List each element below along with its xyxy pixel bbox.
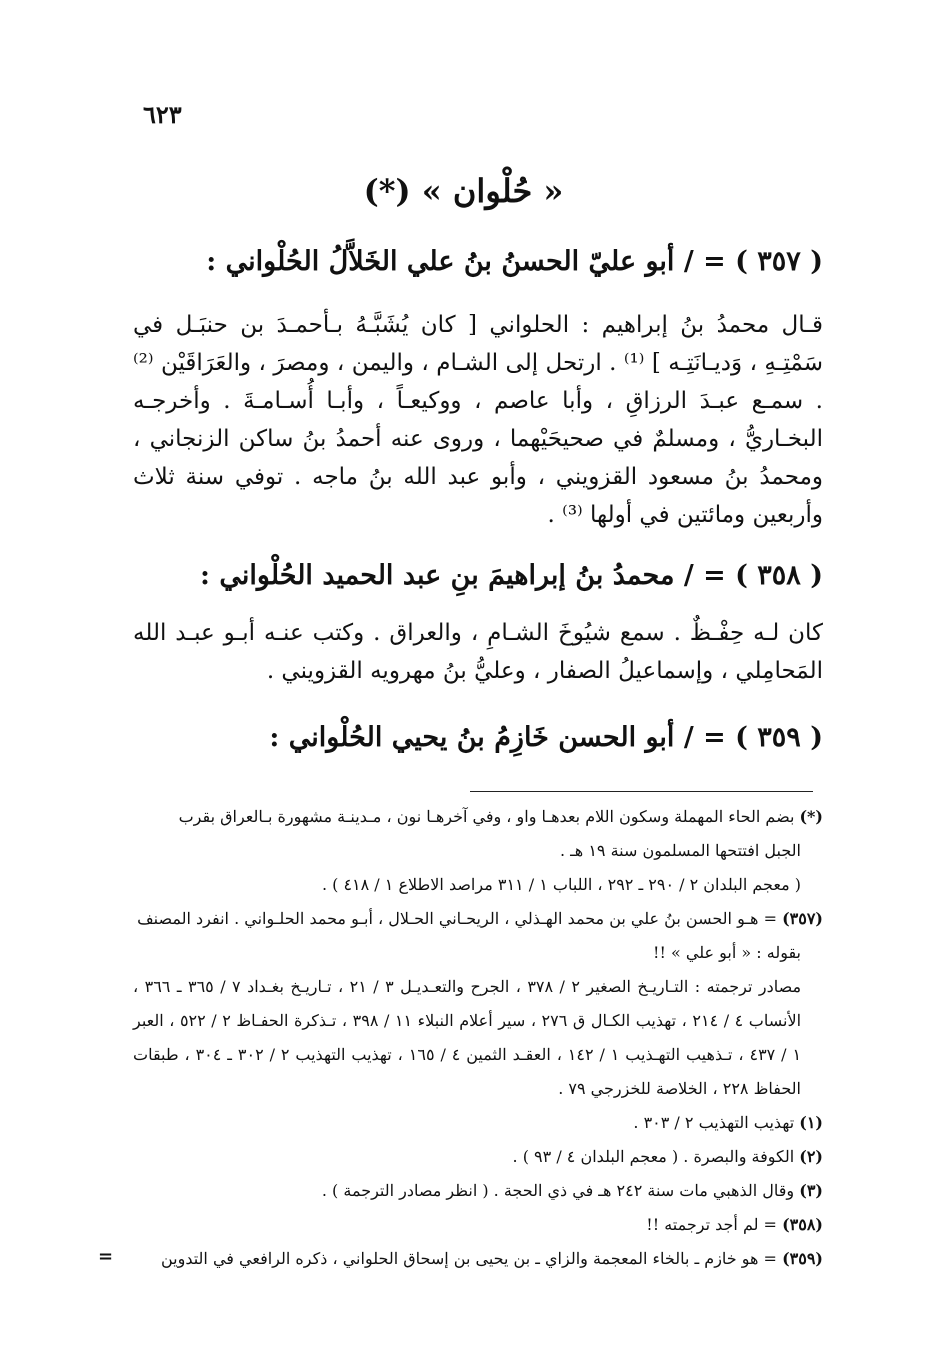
entry-heading-358: ( ٣٥٨ ) = / محمدُ بنُ إبراهيمَ بنِ عبد الحميد الحُلْواني : <box>200 560 823 591</box>
entry-heading-359: ( ٣٥٩ ) = / أبو الحسن خَازِمُ بنُ يحيي الحُلْواني : <box>269 722 823 753</box>
entry-body-358 <box>133 614 823 690</box>
footnote-label: (٣٥٧) <box>782 909 823 928</box>
footnote-359 <box>133 1242 823 1276</box>
footnote-text: بضم الحاء المهملة وسكون اللام بعدهـا واو ، وفي آخرهـا نون ، مـدينـة مشهورة بـالعراق بقرب <box>178 807 795 826</box>
footnote-text: = لم أجد ترجمته !! <box>646 1215 777 1234</box>
footnote-text: = هـو الحسن بنُ علي بن محمد الهـذلي ، الريحـاني الحـلال ، أبـو محمد الحلـواني . انفرد المصنف <box>137 909 777 928</box>
footnote-357 <box>133 902 823 1106</box>
footnote-label: (*) <box>799 807 823 826</box>
footnote-label: (١) <box>799 1113 823 1132</box>
continuation-marker: = <box>98 1246 114 1267</box>
footnote-sources: ( معجم البلدان ٢ / ٢٩٠ ـ ٢٩٢ ، اللباب ١ / ٣١١ مراصد الاطلاع ١ / ٤١٨ ) . <box>321 875 801 894</box>
footnote-3 <box>133 1174 823 1208</box>
footnote-2 <box>133 1140 823 1174</box>
footnote-label: (٣) <box>799 1181 823 1200</box>
entry-body-357 <box>133 306 823 534</box>
footnote-continuation: بقوله : « أبو علي » !! <box>653 943 801 962</box>
page-number: ٦٢٣ <box>143 100 182 129</box>
footnote-label: (٢) <box>799 1147 823 1166</box>
footnote-sources: مصادر ترجمته : التـاريـخ الصغير ٢ / ٣٧٨ ، الجرح والتعـديـل ٣ / ٢١ ، تـاريـخ بغـداد ٧ / ٣٦٥ ـ ٣٦٦ ، الأنساب ٤ / ٢١٤ ، تهذيب الكـال ق ٢٧٦ ، سير أعلام النبلاء ١١ / ٣٩٨ ، تـذكرة الحفـاظ ٢ / ٥٢٢ ، العبر ١ / ٤٣٧ ، تـذهيب التهـذيب ١ / ١٤٢ ، العقـد الثمين ٤ / ١٦٥ ، تهذيب التهذيب ٢ / ٣٠٢ ـ ٣٠٤ ، طبقات الحفاظ ٢٢٨ ، الخلاصة للخزرجي ٧٩ . <box>133 977 802 1098</box>
section-title: « حُلْوان » (*) <box>363 172 564 210</box>
footnote-358 <box>133 1208 823 1242</box>
footnote-text: = هو خازم ـ بالخاء المعجمة والزاي ـ بن يحيى بن إسحاق الحلواني ، ذكره الرافعي في التدوين <box>160 1249 777 1268</box>
footnote-label: (٣٥٩) <box>782 1249 823 1268</box>
footnote-text: الكوفة والبصرة . ( معجم البلدان ٤ / ٩٣ ) . <box>512 1147 795 1166</box>
entry-paragraph-358: كان لـه حِفْـظٌ . سمع شيُوخَ الشـامِ ، والعراق . وكتب عنـه أبـو عبـد الله المَحامِلي ، وإسماعيلُ الصفار ، وعليُّ بنُ مهرويه القزويني . <box>133 620 823 684</box>
entry-paragraph-357: قـال محمدُ بنُ إبراهيم : الحلواني [ كان يُشَبَّـهُ بـأحمـدَ بن حنبَـل في سَمْتِـهِ ، وَديـانَتِـه ] ⁽¹⁾ . ارتحل إلى الشـام ، واليمن ، ومصرَ ، والعَرَاقَيْن ⁽²⁾ . سمـع عبـدَ الرزاقِ ، وأبا عاصم ، ووكيعـاً ، وأبـا أُسـامـةَ . وأخرجـه البخـاريُّ ، ومسلمٌ في صحيحَيْهما ، وروى عنه أحمدُ بنُ ساكن الزنجاني ، ومحمدُ بنُ مسعود القزويني ، وأبو عبد الله بنُ ماجه . توفي سنة ثلاث وأربعين ومائتين في أولها ⁽³⁾ . <box>133 312 823 528</box>
footnote-text: وقال الذهبي مات سنة ٢٤٢ هـ في ذي الحجة . ( انظر مصادر الترجمة ) . <box>321 1181 795 1200</box>
footnote-label: (٣٥٨) <box>782 1215 823 1234</box>
footnote-separator <box>470 791 813 792</box>
footnote-continuation: الجبل افتتحها المسلمون سنة ١٩ هـ . <box>559 841 801 860</box>
footnote-1 <box>133 1106 823 1140</box>
footnote-star <box>133 800 823 902</box>
footnotes <box>133 800 823 1276</box>
footnote-text: تهذيب التهذيب ٢ / ٣٠٣ . <box>633 1113 795 1132</box>
entry-heading-357: ( ٣٥٧ ) = / أبو عليّ الحسنُ بنُ علي الخَلاَّلُ الحُلْواني : <box>206 246 823 277</box>
